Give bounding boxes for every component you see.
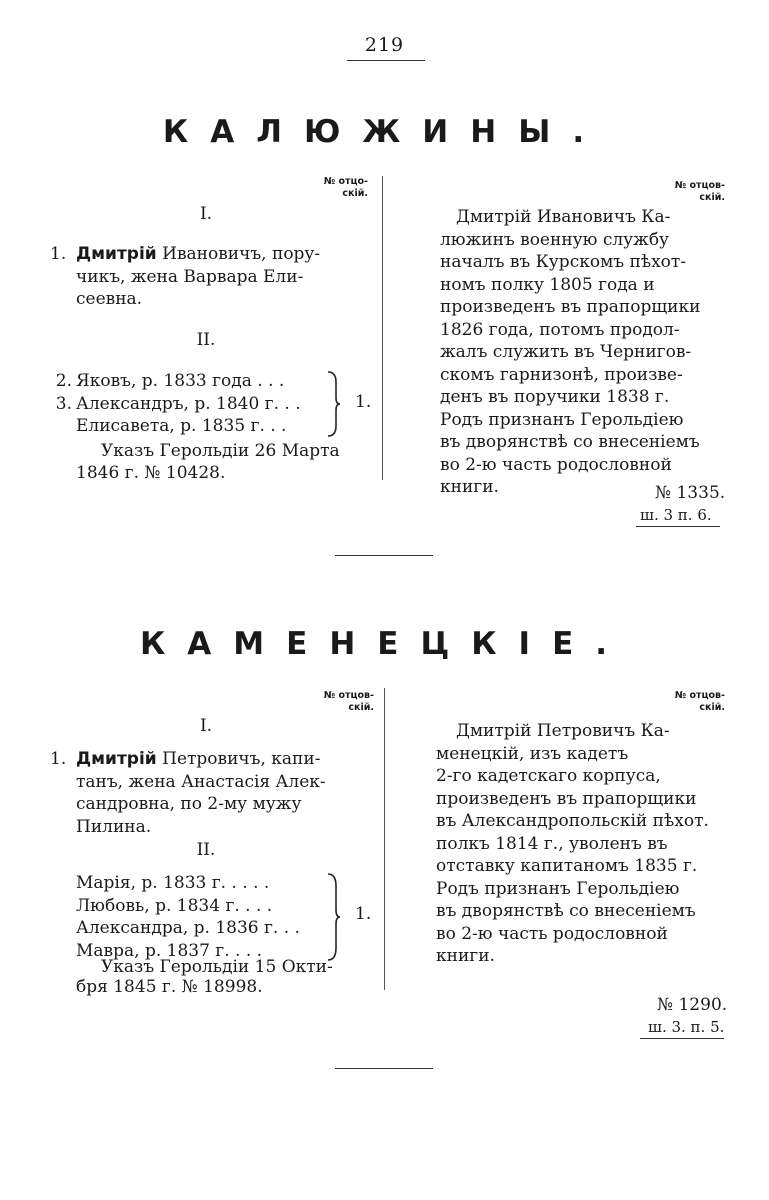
person-name: Дмитрій bbox=[76, 244, 157, 264]
children-list bbox=[76, 872, 300, 962]
child-entry: Мавра, р. 1837 г. . . . bbox=[76, 940, 263, 961]
shelf-mark: ш. 3. п. 5. bbox=[648, 1018, 725, 1036]
decree-text: Указъ Герольдіи 15 Окти- bbox=[101, 957, 333, 977]
child-entry: Александръ, р. 1840 г. . . bbox=[76, 393, 301, 414]
record-number: № 1335. bbox=[655, 483, 726, 503]
section-title-kamenetskie: КАМЕНЕЦКІЕ. bbox=[139, 626, 630, 662]
left-column-header: № отцо- скій. bbox=[323, 176, 368, 199]
entry-line-rest: Петровичъ, капи- bbox=[156, 749, 321, 769]
right-column-header: № отцов- скій. bbox=[674, 690, 725, 713]
generation-label: I. bbox=[199, 716, 213, 736]
entry-line: сандровна, по 2-му мужу bbox=[76, 794, 302, 814]
entry-line: чикъ, жена Варвара Ели- bbox=[76, 266, 304, 287]
child-numbers: 2. 3. bbox=[55, 371, 72, 414]
entry-line-rest: Ивановичъ, пору- bbox=[156, 244, 321, 264]
child-entry: Марія, р. 1833 г. . . . . bbox=[76, 873, 270, 893]
child-entry: Александра, р. 1836 г. . . bbox=[76, 918, 300, 938]
decree-text: Указъ Герольдіи 26 Марта bbox=[101, 441, 340, 461]
shelf-rule bbox=[636, 526, 720, 527]
person-entry bbox=[76, 748, 326, 838]
generation-label: II. bbox=[196, 330, 216, 350]
entry-line: Пилина. bbox=[76, 816, 152, 837]
right-column-header: № отцов- скій. bbox=[674, 180, 725, 203]
parent-reference: 1. bbox=[355, 392, 372, 412]
children-list bbox=[76, 370, 301, 438]
entry-line: танъ, жена Анастасія Алек- bbox=[76, 771, 326, 792]
entry-line: сеевна. bbox=[76, 289, 143, 309]
child-entry: Елисавета, р. 1835 г. . . bbox=[76, 416, 287, 436]
parent-reference: 1. bbox=[355, 904, 372, 924]
decree-text: 1846 г. № 10428. bbox=[76, 463, 226, 483]
entry-line bbox=[76, 748, 326, 771]
section-title-kaluzhiny: КАЛЮЖИНЫ. bbox=[162, 114, 607, 150]
person-entry bbox=[76, 243, 320, 311]
page-number-rule bbox=[347, 60, 425, 61]
generation-label: II. bbox=[196, 840, 216, 860]
section-divider bbox=[335, 555, 433, 556]
brace-icon bbox=[326, 872, 340, 962]
column-divider bbox=[384, 688, 385, 990]
child-entry: Любовь, р. 1834 г. . . . bbox=[76, 895, 273, 916]
shelf-rule bbox=[640, 1038, 724, 1039]
generation-label: I. bbox=[199, 204, 213, 224]
biography-text: Дмитрій Ивановичъ Ка- люжинъ военную службу началъ въ Курскомъ пѣхот- номъ полку 1805 года и произведенъ въ прапорщики 1826 года, потомъ продол- жалъ служить въ Чернигов- скомъ гарнизонѣ, произве- денъ въ поручики 1838 г. Родъ признанъ Герольдіею въ дворянствѣ со внесеніемъ во 2-ю часть родословной книги. bbox=[440, 207, 701, 497]
record-number: № 1290. bbox=[657, 995, 728, 1015]
brace-icon bbox=[326, 370, 340, 438]
decree-text: бря 1845 г. № 18998. bbox=[76, 977, 263, 997]
person-number: 1. bbox=[50, 749, 67, 769]
shelf-mark: ш. 3 п. 6. bbox=[640, 506, 712, 524]
column-divider bbox=[382, 176, 383, 480]
person-number: 1. bbox=[50, 244, 67, 264]
person-name: Дмитрій bbox=[76, 749, 157, 769]
child-entry: Яковъ, р. 1833 года . . . bbox=[76, 371, 285, 391]
page-number: 219 bbox=[364, 34, 405, 56]
section-divider bbox=[335, 1068, 433, 1069]
biography-text: Дмитрій Петровичъ Ка- менецкій, изъ кадетъ 2-го кадетскаго корпуса, произведенъ въ прапорщики въ Александропольскій пѣхот. полкъ 1814 г., уволенъ въ отставку капитаномъ 1835 г. Родъ признанъ Герольдіею въ дворянствѣ со внесеніемъ во 2-ю часть родословной книги. bbox=[436, 721, 709, 966]
left-column-header: № отцов- скій. bbox=[323, 690, 374, 713]
